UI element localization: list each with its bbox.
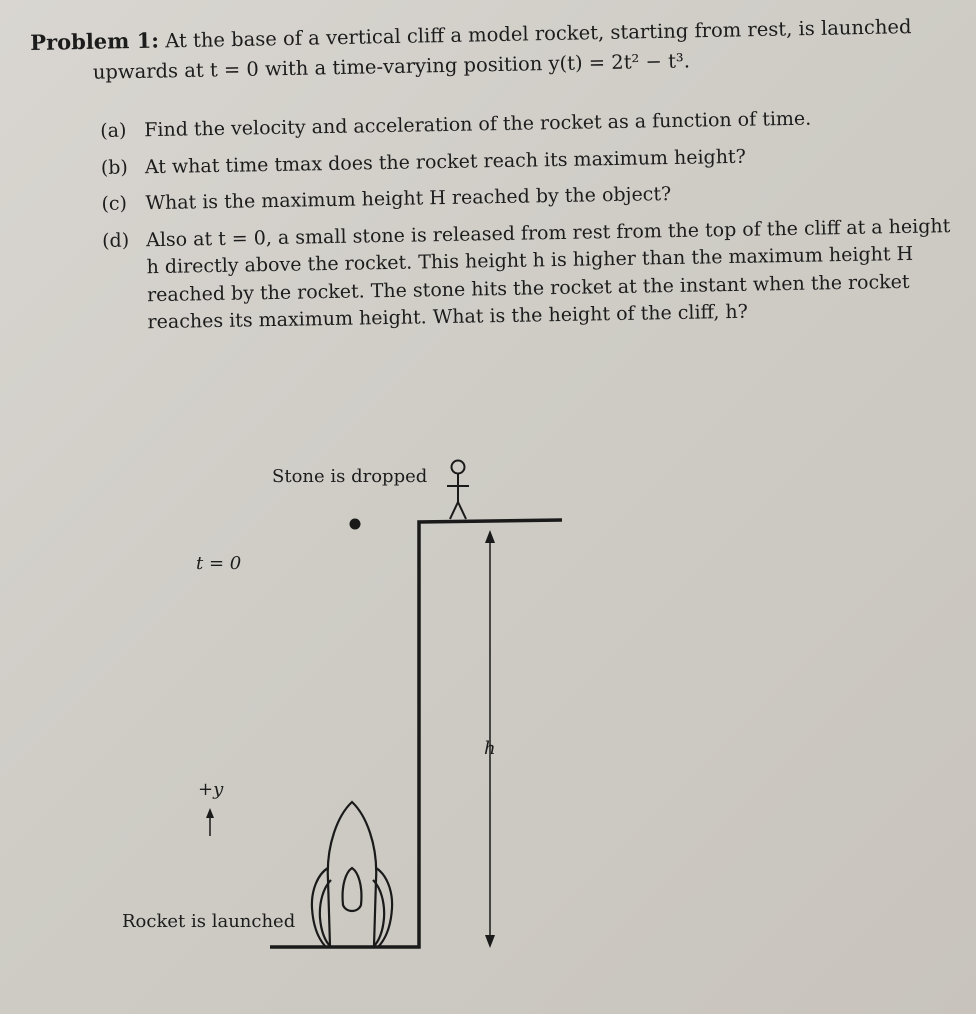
up-arrow-icon <box>206 808 214 836</box>
part-tag: (d) <box>101 229 130 252</box>
axis-label: +y <box>198 779 224 800</box>
height-label: h <box>484 738 496 759</box>
rocket-icon <box>312 802 392 946</box>
stone-label: Stone is dropped <box>272 466 428 487</box>
problem-line-1: At the base of a vertical cliff a model rocket, starting from rest, is launched <box>158 15 912 53</box>
time-label: t = 0 <box>196 553 242 574</box>
part-text: At what time tmax does the rocket reach its maximum height? <box>144 145 746 178</box>
person-icon <box>447 461 469 520</box>
part-text: Also at t = 0, a small stone is released from rest from the top of the cliff at a height h directly above the rocket. This height h is higher than the maximum height H reached by the rocket. The stone hits the rocket at the instant when the rocket reaches its maximum height. What is the height of the cliff, h? <box>145 214 951 334</box>
stone-dot <box>350 519 361 530</box>
problem-line-2: upwards at t = 0 with a time-varying position y(t) = 2t² − t³. <box>92 49 691 84</box>
part-text: What is the maximum height H reached by the object? <box>145 183 672 215</box>
cliff-outline <box>270 520 562 947</box>
part-tag: (b) <box>100 156 129 179</box>
problem-label: Problem 1: <box>30 27 160 55</box>
part-tag: (a) <box>100 119 127 142</box>
rocket-label: Rocket is launched <box>122 911 296 932</box>
part-tag: (c) <box>101 192 128 215</box>
part-text: Find the velocity and acceleration of the rocket as a function of time. <box>144 107 812 142</box>
